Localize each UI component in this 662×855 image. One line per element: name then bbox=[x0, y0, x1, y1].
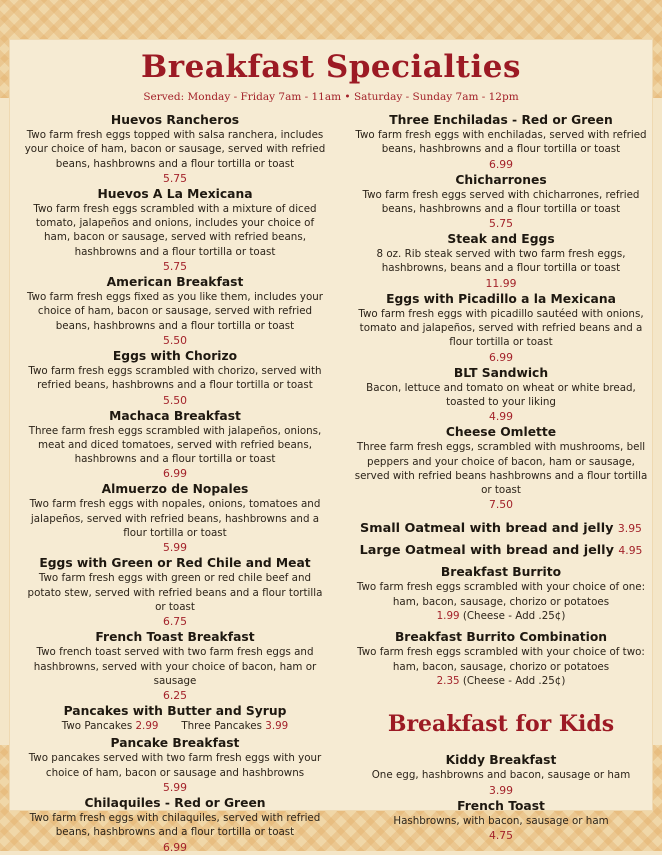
item-description: Two farm fresh eggs scrambled with a mixture of diced tomato, jalapeños and onions, includes your choice of ham, bacon or sausage, served with refried beans, hashbrowns and a flour tortilla or toast bbox=[33, 202, 317, 258]
item-price: 1.99 bbox=[436, 610, 460, 623]
burrito-item bbox=[352, 564, 650, 623]
menu-item bbox=[22, 186, 328, 274]
menu-item bbox=[352, 112, 650, 172]
item-price: 5.99 bbox=[162, 541, 188, 555]
item-name: Almuerzo de Nopales bbox=[101, 482, 249, 497]
item-description: Bacon, lettuce and tomato on wheat or white bread, toasted to your liking bbox=[366, 381, 636, 408]
item-price: 3.99 bbox=[488, 783, 514, 797]
item-description: 8 oz. Rib steak served with two farm fresh eggs, hashbrowns, beans and a flour tortilla or toast bbox=[376, 248, 626, 275]
left-column bbox=[22, 112, 328, 855]
menu-item bbox=[352, 752, 650, 797]
item-description: One egg, hashbrowns and bacon, sausage or ham bbox=[371, 769, 631, 782]
item-description: Two farm fresh eggs with nopales, onions, tomatoes and jalapeños, served with refried beans, hashbrowns and a flour tortilla or toast bbox=[29, 498, 321, 540]
item-name: Three Enchiladas - Red or Green bbox=[389, 113, 613, 127]
item-price: 5.75 bbox=[162, 260, 188, 274]
item-description: Hashbrowns, with bacon, sausage or ham bbox=[393, 814, 609, 827]
item-price: 2.35 bbox=[436, 674, 460, 687]
menu-item bbox=[352, 424, 650, 512]
item-name: American Breakfast bbox=[106, 275, 244, 290]
item-name: Pancakes with Butter and Syrup bbox=[63, 704, 287, 719]
three-pancakes-label: Three Pancakes bbox=[181, 720, 262, 733]
item-description: Two farm fresh eggs scrambled with your choice of one: ham, bacon, sausage, chorizo or potatoes bbox=[356, 581, 646, 608]
menu-item bbox=[22, 795, 328, 855]
item-price: 6.99 bbox=[162, 467, 188, 481]
menu-item bbox=[22, 735, 328, 795]
item-price: 7.50 bbox=[488, 498, 514, 512]
item-description: Two farm fresh eggs with picadillo sautéed with onions, tomato and jalapeños, served with refried beans and a flour tortilla or toast bbox=[358, 307, 644, 349]
menu-item bbox=[22, 555, 328, 629]
item-description: Two farm fresh eggs with green or red chile beef and potato stew, served with refried beans and a flour tortilla or toast bbox=[27, 572, 323, 613]
menu-item bbox=[22, 481, 328, 555]
item-price: 4.75 bbox=[488, 828, 514, 842]
item-description: Two farm fresh eggs with chilaquiles, served with refried beans, hashbrowns and a flour tortilla or toast bbox=[29, 812, 321, 839]
menu-item bbox=[352, 231, 650, 291]
item-price: 5.75 bbox=[488, 217, 514, 231]
burrito-item bbox=[352, 629, 650, 688]
item-name: French Toast Breakfast bbox=[95, 630, 255, 645]
menu-item bbox=[22, 348, 328, 408]
item-description: Two farm fresh eggs scrambled with your choice of two: ham, bacon, sausage, chorizo or potatoes bbox=[357, 646, 645, 673]
kids-section-title: Breakfast for Kids bbox=[387, 711, 615, 738]
two-pancakes-label: Two Pancakes bbox=[61, 720, 133, 733]
item-price: 5.50 bbox=[162, 333, 188, 347]
item-price: 3.95 bbox=[617, 522, 642, 536]
item-description: Two farm fresh eggs scrambled with chorizo, served with refried beans, hashbrowns and a flour tortilla or toast bbox=[28, 364, 322, 392]
item-name: Machaca Breakfast bbox=[109, 408, 241, 423]
item-name: French Toast bbox=[457, 798, 545, 813]
item-name: Chicharrones bbox=[455, 172, 547, 187]
menu-item bbox=[352, 798, 650, 843]
item-name: Eggs with Green or Red Chile and Meat bbox=[39, 556, 311, 571]
item-description: Two french toast served with two farm fresh eggs and hashbrowns, served with your choice of bacon, ham or sausage bbox=[33, 646, 317, 687]
menu-item bbox=[352, 291, 650, 365]
menu-item bbox=[352, 365, 650, 425]
item-name: Breakfast Burrito Combination bbox=[394, 630, 608, 645]
menu-item bbox=[352, 172, 650, 232]
item-price: 5.99 bbox=[162, 781, 188, 795]
pancake-options bbox=[22, 719, 328, 733]
item-price: 6.99 bbox=[162, 840, 188, 854]
item-price-line bbox=[352, 609, 650, 623]
item-name: Steak and Eggs bbox=[447, 232, 555, 247]
item-description: Two farm fresh eggs served with chicharrones, refried beans, hashbrowns and a flour tortilla or toast bbox=[362, 188, 640, 215]
item-name: Eggs with Picadillo a la Mexicana bbox=[386, 291, 616, 306]
item-description: Three farm fresh eggs scrambled with jalapeños, onions, meat and diced tomatoes, served with refried beans, hashbrowns and a flour tortilla or toast bbox=[28, 424, 322, 466]
menu-item bbox=[22, 274, 328, 348]
item-name: Small Oatmeal with bread and jelly bbox=[360, 521, 614, 537]
item-name: Cheese Omlette bbox=[445, 425, 557, 440]
item-price: 4.99 bbox=[488, 410, 514, 424]
two-pancakes-price: 2.99 bbox=[135, 720, 159, 733]
serving-hours: Served: Monday - Friday 7am - 11am • Saturday - Sunday 7am - 12pm bbox=[143, 91, 519, 103]
oatmeal-item bbox=[352, 540, 650, 562]
item-price: 11.99 bbox=[485, 276, 517, 290]
three-pancakes-price: 3.99 bbox=[265, 720, 289, 733]
item-price: 5.50 bbox=[162, 393, 188, 407]
item-price-line bbox=[352, 674, 650, 688]
item-name: Kiddy Breakfast bbox=[445, 753, 557, 768]
item-name: BLT Sandwich bbox=[453, 365, 549, 380]
menu-item bbox=[22, 629, 328, 703]
item-name: Breakfast Burrito bbox=[440, 565, 562, 580]
item-price: 6.75 bbox=[162, 615, 188, 629]
page-title: Breakfast Specialties bbox=[141, 49, 521, 85]
menu-item bbox=[22, 112, 328, 186]
item-price: 6.99 bbox=[488, 350, 514, 364]
item-description: Three farm fresh eggs, scrambled with mushrooms, bell peppers and your choice of bacon, ham or sausage, served with refried beans hashbrowns and a flour tortilla or toast bbox=[354, 441, 648, 497]
cheese-addon: (Cheese - Add .25¢) bbox=[462, 674, 566, 687]
item-description: Two farm fresh eggs topped with salsa ranchera, includes your choice of ham, bacon or sausage, served with refried beans, hashbrowns and a flour tortilla or toast bbox=[24, 129, 326, 170]
cheese-addon: (Cheese - Add .25¢) bbox=[462, 610, 566, 623]
item-price: 6.25 bbox=[162, 689, 188, 703]
item-description: Two farm fresh eggs with enchiladas, served with refried beans, hashbrowns and a flour tortilla or toast bbox=[355, 129, 647, 156]
item-price: 4.95 bbox=[618, 544, 643, 558]
oatmeal-item bbox=[352, 518, 650, 540]
item-name: Huevos A La Mexicana bbox=[97, 186, 253, 201]
item-price: 6.99 bbox=[488, 157, 514, 171]
item-description: Two farm fresh eggs fixed as you like them, includes your choice of ham, bacon or sausage, served with refried beans, hashbrowns and a flour tortilla or toast bbox=[26, 291, 324, 332]
item-name: Large Oatmeal with bread and jelly bbox=[359, 543, 614, 559]
item-price: 5.75 bbox=[162, 171, 188, 185]
item-name: Pancake Breakfast bbox=[110, 736, 240, 751]
item-name: Eggs with Chorizo bbox=[112, 348, 238, 363]
item-name: Huevos Rancheros bbox=[110, 113, 240, 127]
item-description: Two pancakes served with two farm fresh eggs with your choice of ham, bacon or sausage and hashbrowns bbox=[28, 752, 322, 779]
item-name: Chilaquiles - Red or Green bbox=[84, 796, 266, 811]
menu-item bbox=[22, 408, 328, 482]
right-column bbox=[352, 112, 650, 843]
pancakes-item bbox=[22, 703, 328, 733]
